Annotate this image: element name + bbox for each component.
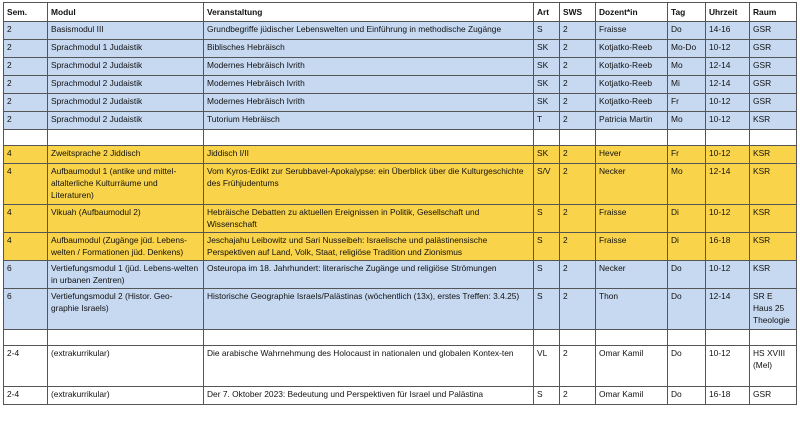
table-row — [4, 146, 797, 164]
sem-cell: 2-4 — [4, 387, 48, 405]
raum-cell: KSR — [750, 164, 797, 205]
tag-cell: Do — [668, 289, 706, 330]
modul-cell: Sprachmodul 1 Judaistik — [48, 40, 204, 58]
raum-cell: SR E Haus 25 Theologie — [750, 289, 797, 330]
modul-cell: Vikuah (Aufbaumodul 2) — [48, 205, 204, 233]
uhrzeit-cell — [706, 130, 750, 146]
dozent-cell: Fraisse — [596, 205, 668, 233]
modul-cell: Aufbaumodul (Zugänge jüd. Lebens-welten / Formationen jüd. Denkens) — [48, 233, 204, 261]
modul-cell: Zweitsprache 2 Jiddisch — [48, 146, 204, 164]
table-row — [4, 94, 797, 112]
tag-cell: Di — [668, 233, 706, 261]
art-cell: VL — [534, 346, 560, 387]
modul-cell: (extrakurrikular) — [48, 387, 204, 405]
sem-cell: 2 — [4, 58, 48, 76]
art-cell: SK — [534, 76, 560, 94]
raum-cell: GSR — [750, 387, 797, 405]
header-dozent: Dozent*in — [596, 3, 668, 22]
sws-cell: 2 — [560, 164, 596, 205]
dozent-cell: Necker — [596, 261, 668, 289]
art-cell: SK — [534, 40, 560, 58]
dozent-cell: Kotjatko-Reeb — [596, 40, 668, 58]
raum-cell: KSR — [750, 233, 797, 261]
art-cell: S — [534, 261, 560, 289]
raum-cell: KSR — [750, 112, 797, 130]
modul-cell: (extrakurrikular) — [48, 346, 204, 387]
table-row — [4, 112, 797, 130]
sws-cell: 2 — [560, 40, 596, 58]
sws-cell: 2 — [560, 233, 596, 261]
dozent-cell: Omar Kamil — [596, 387, 668, 405]
uhrzeit-cell: 12-14 — [706, 76, 750, 94]
sem-cell: 6 — [4, 261, 48, 289]
sws-cell: 2 — [560, 58, 596, 76]
tag-cell: Fr — [668, 94, 706, 112]
raum-cell: GSR — [750, 40, 797, 58]
sws-cell: 2 — [560, 146, 596, 164]
table-row — [4, 205, 797, 233]
art-cell: S — [534, 387, 560, 405]
art-cell — [534, 130, 560, 146]
veranstaltung-cell: Modernes Hebräisch Ivrith — [204, 94, 534, 112]
dozent-cell: Thon — [596, 289, 668, 330]
art-cell: S — [534, 22, 560, 40]
veranstaltung-cell: Der 7. Oktober 2023: Bedeutung und Perspektiven für Israel und Palästina — [204, 387, 534, 405]
tag-cell: Di — [668, 205, 706, 233]
sem-cell: 4 — [4, 233, 48, 261]
uhrzeit-cell: 10-12 — [706, 146, 750, 164]
tag-cell: Do — [668, 22, 706, 40]
uhrzeit-cell: 10-12 — [706, 112, 750, 130]
veranstaltung-cell: Tutorium Hebräisch — [204, 112, 534, 130]
sws-cell: 2 — [560, 76, 596, 94]
dozent-cell: Kotjatko-Reeb — [596, 76, 668, 94]
sws-cell: 2 — [560, 205, 596, 233]
uhrzeit-cell: 12-14 — [706, 164, 750, 205]
modul-cell: Vertiefungsmodul 2 (Histor. Geo-graphie Israels) — [48, 289, 204, 330]
veranstaltung-cell: Grundbegriffe jüdischer Lebenswelten und Einführung in methodische Zugänge — [204, 22, 534, 40]
table-row — [4, 58, 797, 76]
sem-cell — [4, 330, 48, 346]
table-row — [4, 289, 797, 330]
tag-cell: Do — [668, 346, 706, 387]
table-row — [4, 40, 797, 58]
raum-cell — [750, 130, 797, 146]
raum-cell: KSR — [750, 146, 797, 164]
art-cell: S/V — [534, 164, 560, 205]
header-sem: Sem. — [4, 3, 48, 22]
tag-cell: Mo-Do — [668, 40, 706, 58]
uhrzeit-cell: 12-14 — [706, 289, 750, 330]
dozent-cell: Fraisse — [596, 22, 668, 40]
sem-cell: 2 — [4, 112, 48, 130]
tag-cell: Do — [668, 261, 706, 289]
spacer-row — [4, 130, 797, 146]
veranstaltung-cell: Vom Kyros-Edikt zur Serubbavel-Apokalypse: ein Überblick über die Kulturgeschichte des Frühjudentums — [204, 164, 534, 205]
raum-cell: GSR — [750, 94, 797, 112]
sem-cell: 2-4 — [4, 346, 48, 387]
header-tag: Tag — [668, 3, 706, 22]
dozent-cell: Hever — [596, 146, 668, 164]
modul-cell — [48, 130, 204, 146]
sem-cell: 4 — [4, 164, 48, 205]
uhrzeit-cell — [706, 330, 750, 346]
tag-cell: Mo — [668, 164, 706, 205]
veranstaltung-cell — [204, 330, 534, 346]
dozent-cell: Patricia Martin — [596, 112, 668, 130]
uhrzeit-cell: 16-18 — [706, 233, 750, 261]
tag-cell: Mi — [668, 76, 706, 94]
veranstaltung-cell: Historische Geographie Israels/Palästinas (wöchentlich (13x), erstes Treffen: 3.4.25) — [204, 289, 534, 330]
modul-cell: Sprachmodul 2 Judaistik — [48, 94, 204, 112]
raum-cell: GSR — [750, 76, 797, 94]
uhrzeit-cell: 12-14 — [706, 58, 750, 76]
header-sws: SWS — [560, 3, 596, 22]
modul-cell — [48, 330, 204, 346]
table-row — [4, 22, 797, 40]
uhrzeit-cell: 14-16 — [706, 22, 750, 40]
raum-cell — [750, 330, 797, 346]
veranstaltung-cell: Biblisches Hebräisch — [204, 40, 534, 58]
sem-cell: 4 — [4, 146, 48, 164]
modul-cell: Sprachmodul 2 Judaistik — [48, 58, 204, 76]
modul-cell: Sprachmodul 2 Judaistik — [48, 112, 204, 130]
tag-cell: Mo — [668, 58, 706, 76]
sws-cell: 2 — [560, 289, 596, 330]
sws-cell — [560, 130, 596, 146]
veranstaltung-cell: Hebräische Debatten zu aktuellen Ereignissen in Politik, Gesellschaft und Wissenschaft — [204, 205, 534, 233]
sem-cell: 6 — [4, 289, 48, 330]
sws-cell: 2 — [560, 387, 596, 405]
veranstaltung-cell: Modernes Hebräisch Ivrith — [204, 58, 534, 76]
uhrzeit-cell: 10-12 — [706, 346, 750, 387]
header-uhrzeit: Uhrzeit — [706, 3, 750, 22]
veranstaltung-cell: Osteuropa im 18. Jahrhundert: literarische Zugänge und religiöse Strömungen — [204, 261, 534, 289]
dozent-cell: Kotjatko-Reeb — [596, 58, 668, 76]
header-veranstaltung: Veranstaltung — [204, 3, 534, 22]
modul-cell: Aufbaumodul 1 (antike und mittel-altalterliche Kulturräume und Literaturen) — [48, 164, 204, 205]
art-cell: S — [534, 233, 560, 261]
header-modul: Modul — [48, 3, 204, 22]
sem-cell: 2 — [4, 76, 48, 94]
sws-cell: 2 — [560, 261, 596, 289]
art-cell: SK — [534, 146, 560, 164]
veranstaltung-cell: Modernes Hebräisch Ivrith — [204, 76, 534, 94]
table-row — [4, 346, 797, 387]
art-cell: SK — [534, 94, 560, 112]
veranstaltung-cell: Jeschajahu Leibowitz und Sari Nusseibeh: Israelische und palästinensische Perspektiven auf Land, Volk, Staat, religiöse Tradition und Zionismus — [204, 233, 534, 261]
dozent-cell — [596, 330, 668, 346]
art-cell: S — [534, 205, 560, 233]
modul-cell: Basismodul III — [48, 22, 204, 40]
sws-cell — [560, 330, 596, 346]
table-row — [4, 76, 797, 94]
header-row — [4, 3, 797, 22]
modul-cell: Vertiefungsmodul 1 (jüd. Lebens-welten in urbanen Zentren) — [48, 261, 204, 289]
spacer-row — [4, 330, 797, 346]
raum-cell: HS XVIII (Mel) — [750, 346, 797, 387]
veranstaltung-cell: Jiddisch I/II — [204, 146, 534, 164]
table-row — [4, 387, 797, 405]
tag-cell: Mo — [668, 112, 706, 130]
raum-cell: KSR — [750, 205, 797, 233]
uhrzeit-cell: 16-18 — [706, 387, 750, 405]
modul-cell: Sprachmodul 2 Judaistik — [48, 76, 204, 94]
raum-cell: KSR — [750, 261, 797, 289]
uhrzeit-cell: 10-12 — [706, 261, 750, 289]
sem-cell: 2 — [4, 94, 48, 112]
art-cell: S — [534, 289, 560, 330]
sws-cell: 2 — [560, 346, 596, 387]
sem-cell: 2 — [4, 40, 48, 58]
sws-cell: 2 — [560, 112, 596, 130]
dozent-cell: Necker — [596, 164, 668, 205]
header-art: Art — [534, 3, 560, 22]
course-schedule-table — [3, 2, 797, 405]
art-cell: T — [534, 112, 560, 130]
tag-cell: Fr — [668, 146, 706, 164]
tag-cell — [668, 330, 706, 346]
veranstaltung-cell — [204, 130, 534, 146]
tag-cell: Do — [668, 387, 706, 405]
sem-cell: 4 — [4, 205, 48, 233]
dozent-cell — [596, 130, 668, 146]
tag-cell — [668, 130, 706, 146]
sws-cell: 2 — [560, 94, 596, 112]
sws-cell: 2 — [560, 22, 596, 40]
header-raum: Raum — [750, 3, 797, 22]
table-row — [4, 164, 797, 205]
art-cell — [534, 330, 560, 346]
uhrzeit-cell: 10-12 — [706, 94, 750, 112]
raum-cell: GSR — [750, 58, 797, 76]
sem-cell: 2 — [4, 22, 48, 40]
art-cell: SK — [534, 58, 560, 76]
uhrzeit-cell: 10-12 — [706, 40, 750, 58]
raum-cell: GSR — [750, 22, 797, 40]
dozent-cell: Omar Kamil — [596, 346, 668, 387]
table-row — [4, 233, 797, 261]
dozent-cell: Fraisse — [596, 233, 668, 261]
uhrzeit-cell: 10-12 — [706, 205, 750, 233]
veranstaltung-cell: Die arabische Wahrnehmung des Holocaust in nationalen und globalen Kontex-ten — [204, 346, 534, 387]
sem-cell — [4, 130, 48, 146]
dozent-cell: Kotjatko-Reeb — [596, 94, 668, 112]
table-row — [4, 261, 797, 289]
